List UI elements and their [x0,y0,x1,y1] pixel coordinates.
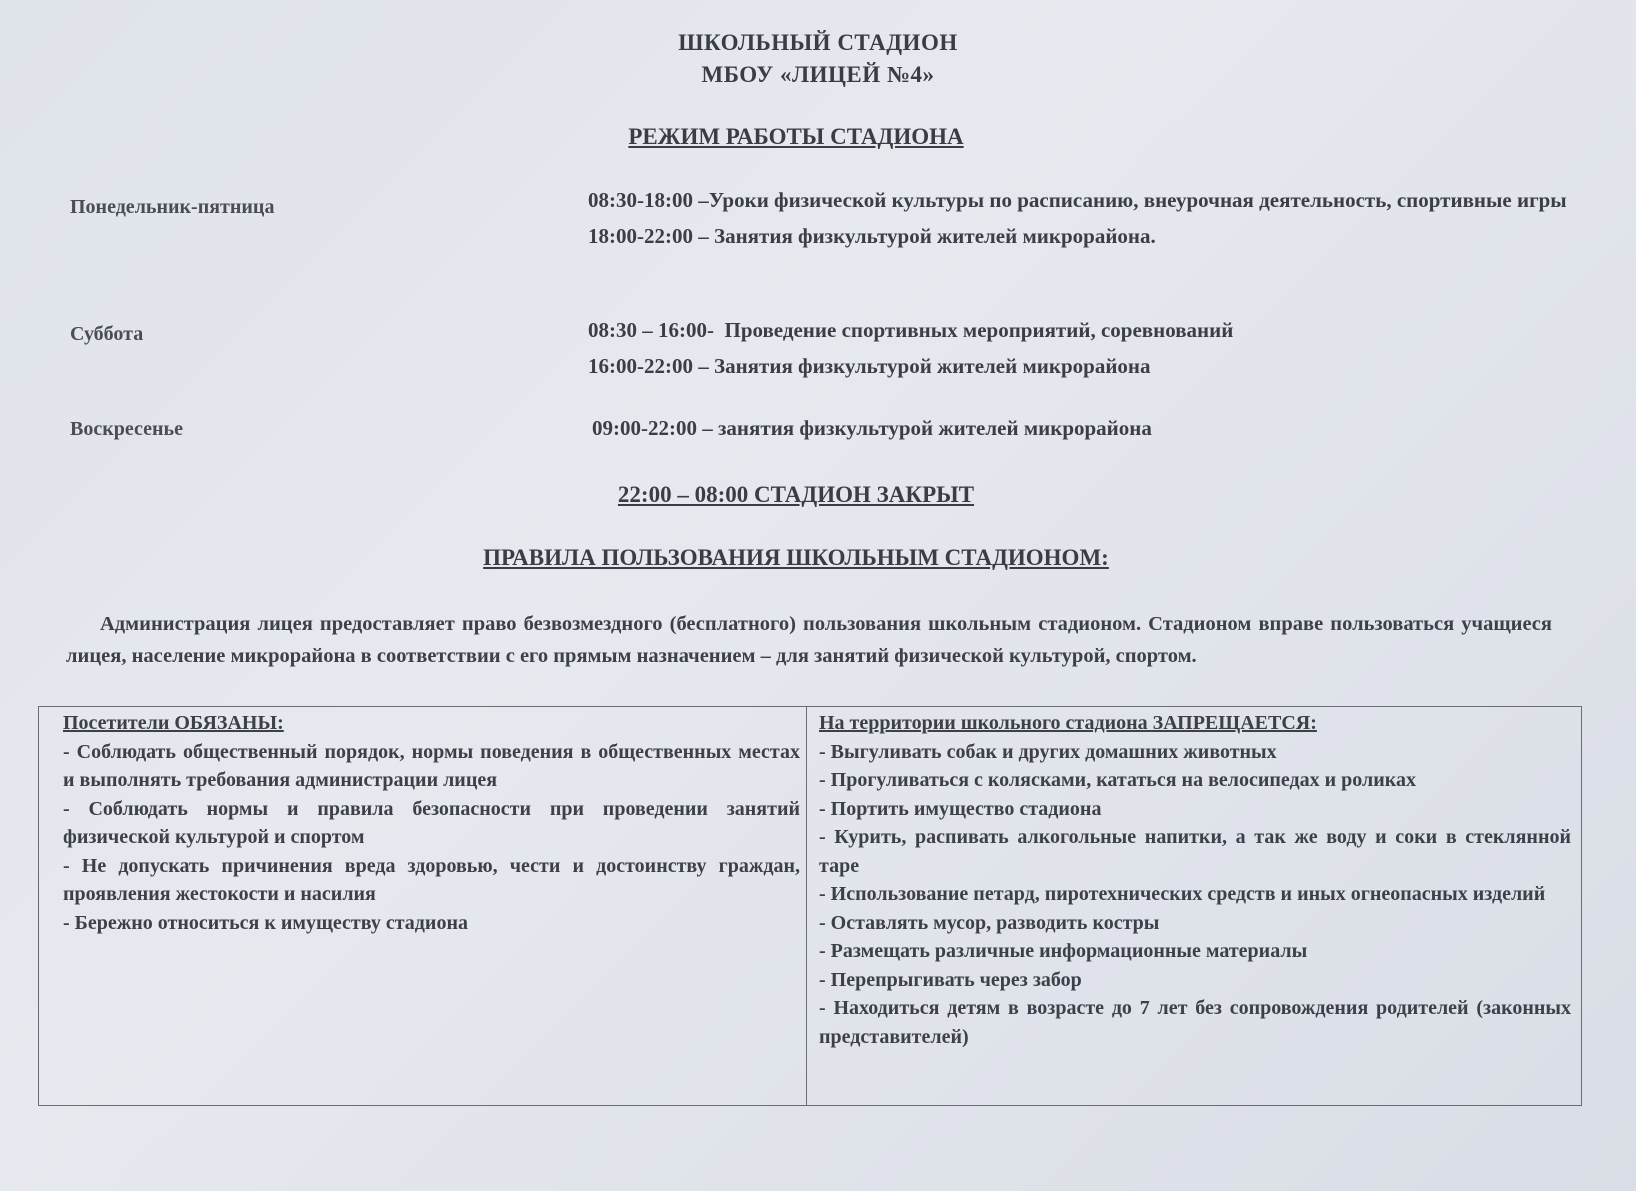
obliged-list [63,738,800,938]
list-item: - Портить имущество стадиона [819,797,1102,820]
schedule-heading: РЕЖИМ РАБОТЫ СТАДИОНА [628,124,964,149]
list-item: - Соблюдать общественный порядок, нормы поведения в общественных местах и выполнять требования администрации лицея [63,740,800,791]
list-item: - Выгуливать собак и других домашних животных [819,740,1277,763]
obliged-title: Посетители ОБЯЗАНЫ: [63,712,284,734]
sunday-schedule [592,410,1592,446]
sunday-line-1: 09:00-22:00 – занятия физкультурой жителей микрорайона [592,416,1152,440]
forbidden-column [807,707,1581,1105]
rules-table [38,706,1582,1106]
forbidden-list [819,738,1571,1052]
list-item: - Соблюдать нормы и правила безопасности при проведении занятий физической культурой и спортом [63,797,800,848]
saturday-line-1: 08:30 – 16:00- Проведение спортивных мероприятий, соревнований [588,318,1234,342]
weekdays-line-1: 08:30-18:00 –Уроки физической культуры по расписанию, внеурочная деятельность, спортивные игры [588,188,1567,212]
saturday-label: Суббота [70,323,144,345]
document-title: ШКОЛЬНЫЙ СТАДИОН [678,30,958,55]
list-item: - Оставлять мусор, разводить костры [819,911,1160,934]
list-item: - Бережно относиться к имуществу стадиона [63,911,468,934]
list-item: - Размещать различные информационные материалы [819,940,1308,962]
list-item: - Перепрыгивать через забор [819,968,1082,991]
closed-hours: 22:00 – 08:00 СТАДИОН ЗАКРЫТ [617,482,975,507]
sunday-label: Воскресенье [70,418,183,440]
weekdays-schedule [588,182,1588,254]
school-name: МБОУ «ЛИЦЕЙ №4» [701,62,935,87]
list-item: - Курить, распивать алкогольные напитки, а так же воду и соки в стеклянной таре [819,826,1571,877]
list-item: - Прогуливаться с колясками, кататься на велосипедах и роликах [819,769,1416,791]
saturday-schedule [588,312,1588,384]
rules-intro: Администрация лицея предоставляет право безвозмездного (бесплатного) пользования школьным стадионом. Стадионом вправе пользоваться учащиеся лицея, население микрорайона в соответствии с его прямым назначением – для занятий физической культурой, спортом. [66,613,1552,667]
weekdays-line-2: 18:00-22:00 – Занятия физкультурой жителей микрорайона. [588,224,1156,248]
rules-heading: ПРАВИЛА ПОЛЬЗОВАНИЯ ШКОЛЬНЫМ СТАДИОНОМ: [483,545,1109,570]
obliged-column [39,707,807,1105]
weekdays-label: Понедельник-пятница [70,196,275,218]
saturday-line-2: 16:00-22:00 – Занятия физкультурой жителей микрорайона [588,354,1151,378]
forbidden-title: На территории школьного стадиона ЗАПРЕЩАЕТСЯ: [819,712,1317,734]
list-item: - Не допускать причинения вреда здоровью, чести и достоинству граждан, проявления жестокости и насилия [63,854,800,905]
list-item: - Находиться детям в возрасте до 7 лет без сопровождения родителей (законных представителей) [819,997,1571,1048]
list-item: - Использование петард, пиротехнических средств и иных огнеопасных изделий [819,883,1546,905]
